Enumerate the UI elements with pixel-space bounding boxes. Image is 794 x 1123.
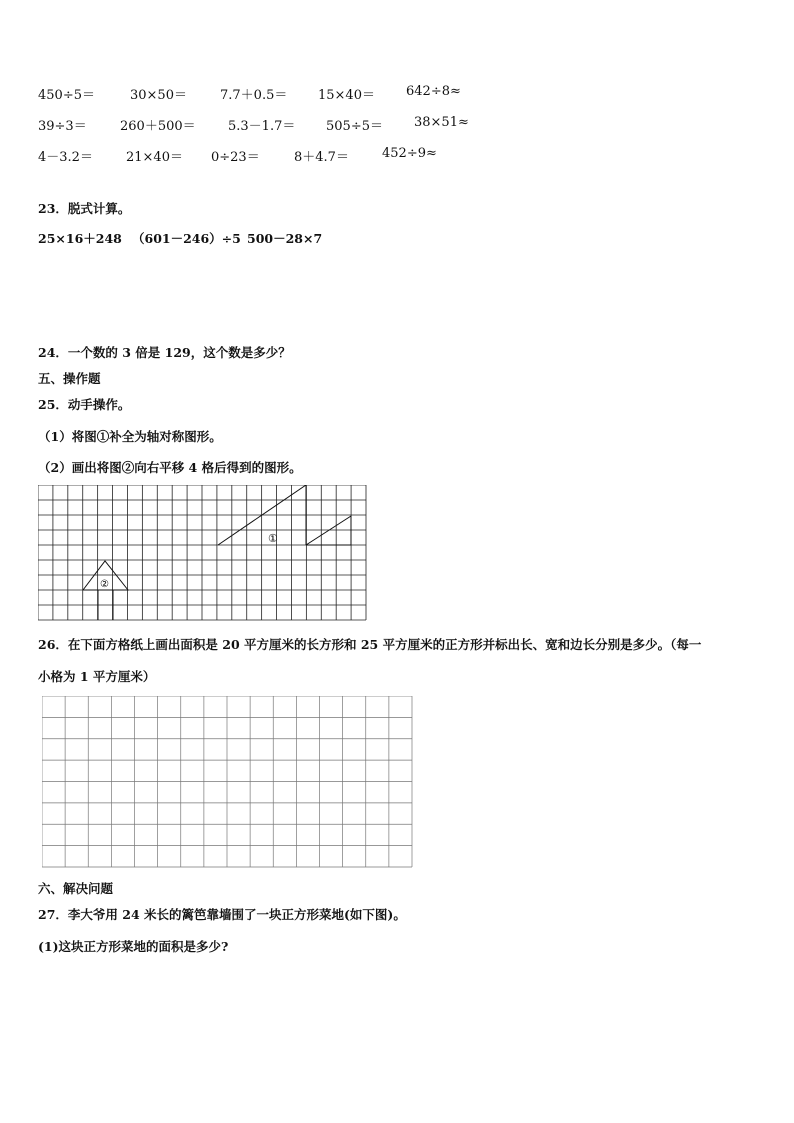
calc-item: 39÷3＝: [38, 119, 87, 134]
q26-line1: 26．在下面方格纸上画出面积是 20 平方厘米的长方形和 25 平方厘米的正方形并标出长、宽和边长分别是多少。（每一: [38, 637, 702, 652]
calc-item: 450÷5＝: [38, 88, 95, 103]
figure-1-label: ①: [268, 532, 278, 545]
calc-item: 5.3－1.7＝: [228, 119, 296, 134]
calc-item: 38×51≈: [414, 115, 469, 130]
q26-grid: [42, 696, 414, 868]
calc-item: 4－3.2＝: [38, 150, 93, 165]
calc-item: 642÷8≈: [406, 84, 461, 99]
q24-text: 24．一个数的 3 倍是 129，这个数是多少？: [38, 345, 291, 360]
calc-item: 505÷5＝: [326, 119, 383, 134]
calc-item: 8＋4.7＝: [294, 150, 349, 165]
calc-item: 30×50＝: [130, 88, 187, 103]
q25-title: 25．动手操作。: [38, 397, 131, 412]
calc-item: 15×40＝: [318, 88, 375, 103]
section6-title: 六、解决问题: [38, 881, 114, 896]
q25-grid: [38, 485, 368, 621]
section5-title: 五、操作题: [38, 371, 101, 386]
expression: 25×16＋248: [38, 231, 122, 246]
q27-part1: (1)这块正方形菜地的面积是多少?: [38, 939, 229, 954]
calc-item: 452÷9≈: [382, 146, 437, 161]
q27-text: 27．李大爷用 24 米长的篱笆靠墙围了一块正方形菜地(如下图)。: [38, 907, 406, 922]
q25-part2: （2）画出将图②向右平移 4 格后得到的图形。: [38, 460, 302, 475]
calc-item: 21×40＝: [126, 150, 183, 165]
expression: 500－28×7: [247, 231, 323, 246]
calc-item: 260＋500＝: [120, 119, 196, 134]
q23-title: 23．脱式计算。: [38, 201, 131, 216]
calc-item: 0÷23＝: [211, 150, 260, 165]
figure-2-label: ②: [100, 579, 109, 590]
figure-2: [83, 561, 128, 620]
calc-item: 7.7＋0.5＝: [220, 88, 288, 103]
expression: （601－246）÷5: [132, 231, 241, 246]
q25-part1: （1）将图①补全为轴对称图形。: [38, 429, 222, 444]
q26-line2: 小格为 1 平方厘米）: [38, 669, 156, 684]
